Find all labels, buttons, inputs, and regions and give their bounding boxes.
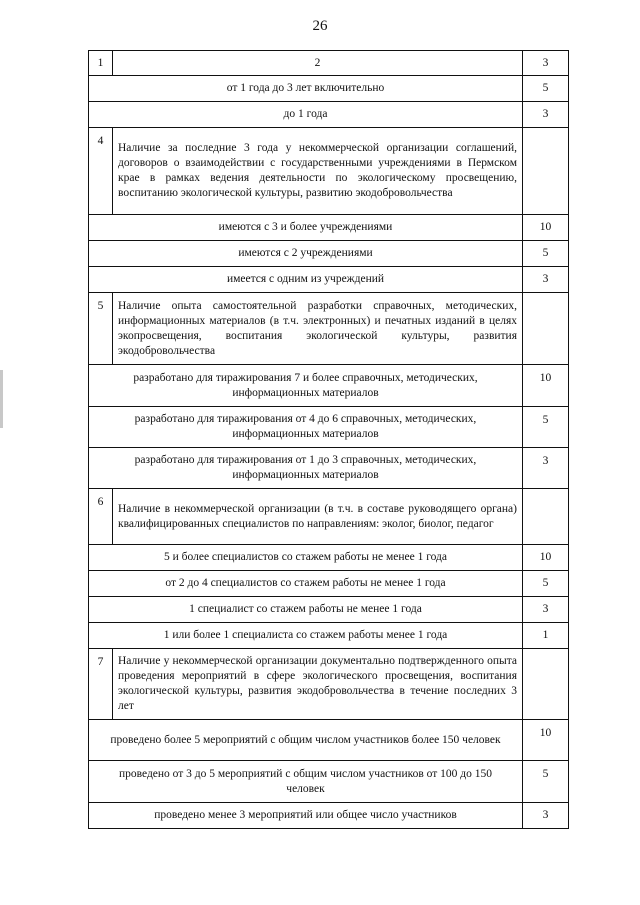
option-score: 5 xyxy=(523,76,569,102)
option-text: от 2 до 4 специалистов со стажем работы не менее 1 года xyxy=(89,571,523,597)
table-row xyxy=(89,545,569,571)
option-score: 3 xyxy=(523,267,569,293)
criterion-number: 5 xyxy=(89,293,113,365)
page-number: 26 xyxy=(312,18,328,34)
table-row xyxy=(89,623,569,649)
option-text: разработано для тиражирования 7 и более справочных, методических, информационных материалов xyxy=(89,365,523,407)
option-text: разработано для тиражирования от 4 до 6 справочных, методических, информационных материалов xyxy=(89,407,523,448)
option-score: 3 xyxy=(523,597,569,623)
table-row xyxy=(89,215,569,241)
criterion-row xyxy=(89,128,569,215)
criterion-row xyxy=(89,649,569,720)
table-row xyxy=(89,241,569,267)
option-text: до 1 года xyxy=(89,102,523,128)
criterion-text: Наличие за последние 3 года у некоммерческой организации соглашений, договоров о взаимодействии с государственными учреждениями в Пермском крае в рамках ведения деятельности по экологическому просвещению, воспитанию экологической культуры, развитию экодобровольчества xyxy=(113,128,523,215)
option-score: 10 xyxy=(523,365,569,407)
criterion-number: 4 xyxy=(89,128,113,215)
table-row xyxy=(89,597,569,623)
option-score: 10 xyxy=(523,720,569,761)
table-row xyxy=(89,720,569,761)
option-score: 3 xyxy=(523,102,569,128)
scan-margin-mark xyxy=(0,370,3,428)
option-text: 5 и более специалистов со стажем работы не менее 1 года xyxy=(89,545,523,571)
criterion-text: Наличие у некоммерческой организации документально подтвержденного опыта проведения мероприятий в сфере экологического просвещения, воспитания экологической культуры, развития экодобровольчества в течение последних 3 лет xyxy=(113,649,523,720)
header-col-2: 2 xyxy=(113,51,523,76)
option-score: 5 xyxy=(523,407,569,448)
option-text: имеется с одним из учреждений xyxy=(89,267,523,293)
option-text: проведено более 5 мероприятий с общим числом участников более 150 человек xyxy=(89,720,523,761)
table-row xyxy=(89,571,569,597)
option-score: 3 xyxy=(523,803,569,829)
criterion-number: 6 xyxy=(89,489,113,545)
header-col-1: 1 xyxy=(89,51,113,76)
option-score: 1 xyxy=(523,623,569,649)
option-score: 10 xyxy=(523,545,569,571)
criterion-text: Наличие в некоммерческой организации (в т.ч. в составе руководящего органа) квалифицированных специалистов по направлениям: эколог, биолог, педагог xyxy=(113,489,523,545)
option-text: 1 специалист со стажем работы не менее 1 года xyxy=(89,597,523,623)
option-score: 5 xyxy=(523,571,569,597)
option-text: от 1 года до 3 лет включительно xyxy=(89,76,523,102)
table-row xyxy=(89,102,569,128)
criterion-score-empty xyxy=(523,489,569,545)
table-row xyxy=(89,267,569,293)
table-row xyxy=(89,761,569,803)
header-col-3: 3 xyxy=(523,51,569,76)
table-row xyxy=(89,448,569,489)
criterion-score-empty xyxy=(523,649,569,720)
criterion-text: Наличие опыта самостоятельной разработки справочных, методических, информационных материалов (в т.ч. электронных) и печатных изданий в целях экопросвещения, воспитания экологической культуры, развития экодобровольчества xyxy=(113,293,523,365)
criterion-score-empty xyxy=(523,128,569,215)
option-score: 10 xyxy=(523,215,569,241)
option-score: 3 xyxy=(523,448,569,489)
table-row xyxy=(89,76,569,102)
option-text: проведено от 3 до 5 мероприятий с общим числом участников от 100 до 150 человек xyxy=(89,761,523,803)
table-row xyxy=(89,365,569,407)
option-score: 5 xyxy=(523,241,569,267)
criterion-row xyxy=(89,489,569,545)
criterion-score-empty xyxy=(523,293,569,365)
option-text: проведено менее 3 мероприятий или общее число участников xyxy=(89,803,523,829)
table-row xyxy=(89,407,569,448)
option-text: имеются с 2 учреждениями xyxy=(89,241,523,267)
option-text: имеются с 3 и более учреждениями xyxy=(89,215,523,241)
criteria-table xyxy=(88,50,569,829)
criterion-row xyxy=(89,293,569,365)
table-row xyxy=(89,803,569,829)
table-header-row xyxy=(89,51,569,76)
option-score: 5 xyxy=(523,761,569,803)
criterion-number: 7 xyxy=(89,649,113,720)
option-text: 1 или более 1 специалиста со стажем работы менее 1 года xyxy=(89,623,523,649)
option-text: разработано для тиражирования от 1 до 3 справочных, методических, информационных материалов xyxy=(89,448,523,489)
